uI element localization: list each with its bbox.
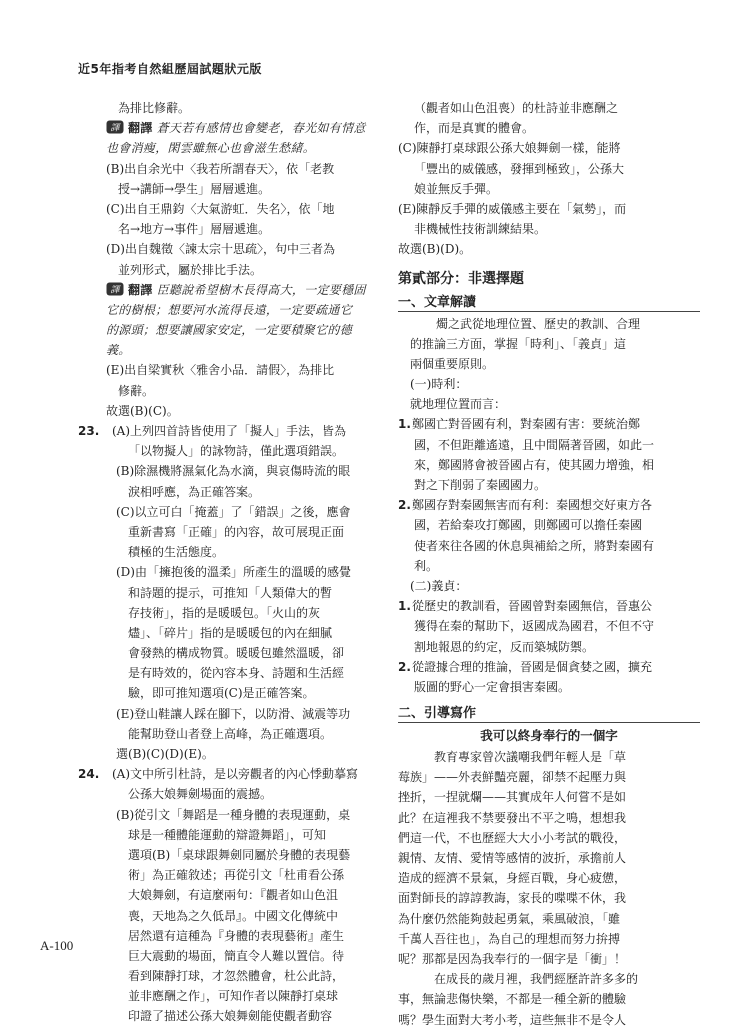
item-text: 從歷史的教訓看，晉國曾對秦國無信，晉惠公 xyxy=(412,599,653,614)
list-item xyxy=(398,495,700,515)
answer-line: 選項(B)「桌球跟舞劍同屬於身體的表現藝 xyxy=(128,847,351,862)
answer-line: 球是一種體能運動的辯證舞蹈」，可知 xyxy=(128,827,327,842)
question-23-line xyxy=(78,421,383,441)
answer-line: 存技術」，指的是暖暖包。「火山的灰 xyxy=(128,605,321,620)
answer-line: 娘並無反手彈。 xyxy=(414,181,499,196)
answer-line: (B)從引文「舞蹈是一種身體的表現運動，桌 xyxy=(116,807,351,822)
question-text: (A)文中所引杜詩，是以旁觀者的內心悸動摹寫 xyxy=(112,767,359,782)
answer-line: 居然還有這種為『身體的表現藝術』產生 xyxy=(128,928,345,943)
list-item-line: 來，鄭國將會被晉國占有，使其國力增強，相 xyxy=(414,457,655,472)
paragraph-line: 的推論三方面，掌握「時利」、「義貞」這 xyxy=(410,336,627,351)
translation-text: 臣聽說希望樹木長得高大，一定要穩固 xyxy=(156,282,366,297)
answer-line: 喪，天地為之久低昂』。中國文化傳統中 xyxy=(128,908,339,923)
option-line: (D)出自魏徵〈諫太宗十思疏〉，句中三者為 xyxy=(106,242,335,257)
translation-note-line xyxy=(78,280,383,300)
question-24-line xyxy=(78,764,383,784)
answer-line: 驗，即可推知選項(C)是正確答案。 xyxy=(128,686,315,701)
list-item-line: 割地報恩的約定，反而築城防禦。 xyxy=(414,639,595,654)
answer-line: 會發熱的構成物質。暖暖包雖然溫暖，卻 xyxy=(128,646,345,661)
answer-line: 「以物擬人」的詠物詩，僅此選項錯誤。 xyxy=(128,444,345,459)
essay-line: 嗎？學生面對大考小考，這些無非不是令人 xyxy=(398,1012,627,1027)
answer-line: (C)陳靜打桌球跟公孫大娘舞劍一樣，能將 xyxy=(398,141,621,156)
essay-line: 呢？那都是因為我奉行的一個字是「衝」！ xyxy=(398,951,627,966)
subsection-title-text: 一、文章解讀 xyxy=(398,295,480,310)
translation-text: 蒼天若有感情也會變老，春光如有情意 xyxy=(156,121,366,136)
translation-note-line: 也會消瘦，閑雲雖無心也會滋生愁緒。 xyxy=(106,141,316,156)
list-item-line: 版圖的野心一定會損害秦國。 xyxy=(414,679,571,694)
list-item-line: 國，若給秦攻打鄭國，則鄭國可以擔任秦國 xyxy=(414,518,643,533)
answer-line: 是有時效的，從內容本身、詩題和生活經 xyxy=(128,666,345,681)
translation-icon xyxy=(106,282,124,296)
paragraph-line: 就地理位置而言： xyxy=(410,397,507,412)
answer-line: (E)登山鞋讓人踩在腳下，以防滑、減震等功 xyxy=(116,706,351,721)
translation-note-line: 義。 xyxy=(106,343,131,358)
paragraph-line: 兩個重要原則。 xyxy=(410,356,495,371)
answer-line: 巨大震動的場面，簡直令人難以置信。待 xyxy=(128,948,345,963)
subsection-rule xyxy=(398,311,700,312)
part-label: (二)義貞： xyxy=(410,578,468,593)
essay-line: 在成長的歲月裡，我們經歷許許多多的 xyxy=(422,972,639,987)
answer-line: （觀者如山色沮喪）的杜詩並非應酬之 xyxy=(414,101,619,115)
answer-line: 重新書寫「正確」的內容，故可展現正面 xyxy=(128,524,345,539)
list-item xyxy=(398,414,700,434)
subsection-title xyxy=(398,703,700,725)
item-number: 1. xyxy=(398,417,411,432)
essay-line: 挫折，一捏就爛——其實成年人何嘗不是如 xyxy=(398,790,627,805)
list-item-line: 對之下削弱了秦國國力。 xyxy=(414,478,547,492)
option-line: (E)出自梁實秋〈雅舍小品．請假〉，為排比 xyxy=(106,363,335,378)
subsection-title-text: 二、引導寫作 xyxy=(398,706,480,721)
item-number: 1. xyxy=(398,599,411,614)
translation-note-line: 它的樹根；想要河水流得長遠，一定要疏通它 xyxy=(106,302,353,317)
option-line: (B)出自余光中〈我若所謂春天〉，依「老教 xyxy=(106,161,335,176)
answer-line: 淚相呼應，為正確答案。 xyxy=(128,484,261,499)
essay-line: 為什麼仍然能夠鼓起勇氣，乘風破浪，「雖 xyxy=(398,911,621,926)
part-label: (一)時利： xyxy=(410,377,468,392)
answer-line: 能幫助登山者登上高峰，為正確選項。 xyxy=(128,726,333,741)
item-text: 從證據合理的推論，晉國是個貪婪之國，擴充 xyxy=(412,659,653,674)
subsection-rule xyxy=(398,722,700,723)
list-item-line: 利。 xyxy=(414,558,439,573)
header-title: 近5年指考自然組歷屆試題狀元版 xyxy=(78,62,262,76)
item-number: 2. xyxy=(398,498,411,513)
answer-line: 選(B)(C)(D)(E)。 xyxy=(116,747,214,761)
svg-text:譯: 譯 xyxy=(110,123,120,134)
item-number: 2. xyxy=(398,659,411,674)
essay-line: 面對師長的諄諄教誨，家長的喋喋不休，我 xyxy=(398,891,627,906)
section-title: 第貳部分：非選擇題 xyxy=(398,270,524,287)
translation-icon xyxy=(106,120,124,134)
essay-line: 造成的經濟不景氣，身經百戰，身心疲憊， xyxy=(398,871,627,886)
answer-line: 作，而是真實的體會。 xyxy=(414,121,535,136)
essay-line: 此？在這裡我不禁要發出不平之鳴，想想我 xyxy=(398,810,627,825)
essay-line: 事，無論悲傷快樂，不都是一種全新的體驗 xyxy=(398,992,627,1007)
left-column xyxy=(78,98,383,1027)
essay-line: 教育專家曾次議嘲我們年輕人是「草 xyxy=(422,750,627,765)
option-line: 修辭。 xyxy=(118,383,155,398)
essay-line: 親情、友情、愛情等感情的波折，承擔前人 xyxy=(398,851,627,865)
answer-line: (E)陳靜反手彈的威儀感主要在「氣勢」，而 xyxy=(398,201,627,216)
item-text: 鄭國亡對晉國有利，對秦國有害：要統治鄭 xyxy=(412,417,641,432)
option-line: (C)出自王鼎鈞〈大氣游虹．失名〉，依「地 xyxy=(106,201,335,216)
right-column xyxy=(398,98,700,1030)
essay-line: 千萬人吾往也」，為自己的理想而努力拚搏 xyxy=(398,931,621,946)
list-item xyxy=(398,596,700,616)
essay-line: 們這一代，不也歷經大大小小考試的戰役， xyxy=(398,830,627,845)
answer-line: 印證了描述公孫大娘舞劍能使觀者動容 xyxy=(128,1009,333,1024)
answer-line: 看到陳靜打球，才忽然體會，杜公此詩， xyxy=(128,969,345,984)
answer-line: 大娘舞劍，有這麼兩句：『觀者如山色沮 xyxy=(128,888,339,903)
list-item-line: 獲得在秦的幫助下，返國成為國君，不但不守 xyxy=(414,619,655,634)
translation-note-line xyxy=(78,118,383,138)
answer-line: 和詩題的提示，可推知「人類偉大的暫 xyxy=(128,585,333,600)
option-line: 名→地方→事件」層層遞進。 xyxy=(118,222,271,237)
translation-label: 翻譯 xyxy=(128,282,153,297)
list-item-line: 使者來往各國的休息與補給之所，將對秦國有 xyxy=(414,538,655,553)
answer-line: 故選(B)(C)。 xyxy=(106,403,179,418)
translation-note-line: 的源頭；想要讓國家安定，一定要積聚它的德 xyxy=(106,323,353,338)
option-line: 授→講師→學生」層層遞進。 xyxy=(118,181,271,196)
essay-title: 我可以終身奉行的一個字 xyxy=(480,728,618,744)
answer-line: (B)除濕機將濕氣化為水滴，與哀傷時流的眼 xyxy=(116,464,351,479)
answer-line: 非機械性技術訓練結果。 xyxy=(414,222,547,237)
page-number: A-100 xyxy=(40,938,74,953)
item-text: 鄭國存對秦國無害而有利：秦國想交好東方各 xyxy=(412,498,653,513)
question-text: (A)上列四首詩皆使用了「擬人」手法，皆為 xyxy=(112,424,347,438)
subsection-title xyxy=(398,292,700,314)
list-item-line: 國，不但距離遙遠，且中間隔著晉國，如此一 xyxy=(414,437,655,452)
question-number: 23. xyxy=(78,424,100,438)
answer-line: 「豐出的威儀感，發揮到極致」，公孫大 xyxy=(414,161,625,176)
option-line: 並列形式，屬於排比手法。 xyxy=(118,262,263,277)
question-number: 24. xyxy=(78,767,100,782)
answer-line: (C)以立可白「掩蓋」了「錯誤」之後，應會 xyxy=(116,504,351,519)
answer-line: 燼」、「碎片」指的是暖暖包的內在細膩 xyxy=(128,625,333,640)
answer-line: 故選(B)(D)。 xyxy=(398,242,472,257)
answer-line: 積極的生活態度。 xyxy=(128,545,225,560)
text-line: 為排比修辭。 xyxy=(118,101,191,115)
answer-line: 術」為正確敘述；再從引文「杜甫看公孫 xyxy=(128,868,345,883)
svg-text:譯: 譯 xyxy=(110,285,120,296)
answer-line: 並非應酬之作」，可知作者以陳靜打桌球 xyxy=(128,989,339,1004)
list-item xyxy=(398,657,700,677)
answer-line: (D)由「擁抱後的溫柔」所產生的溫暖的感覺 xyxy=(116,565,351,580)
answer-line: 公孫大娘舞劍場面的震撼。 xyxy=(128,787,273,802)
translation-label: 翻譯 xyxy=(128,121,153,136)
essay-line: 莓族」——外表鮮豔亮麗，卻禁不起壓力與 xyxy=(398,770,627,785)
paragraph-line: 燭之武從地理位置、歷史的教訓、合理 xyxy=(436,316,641,331)
